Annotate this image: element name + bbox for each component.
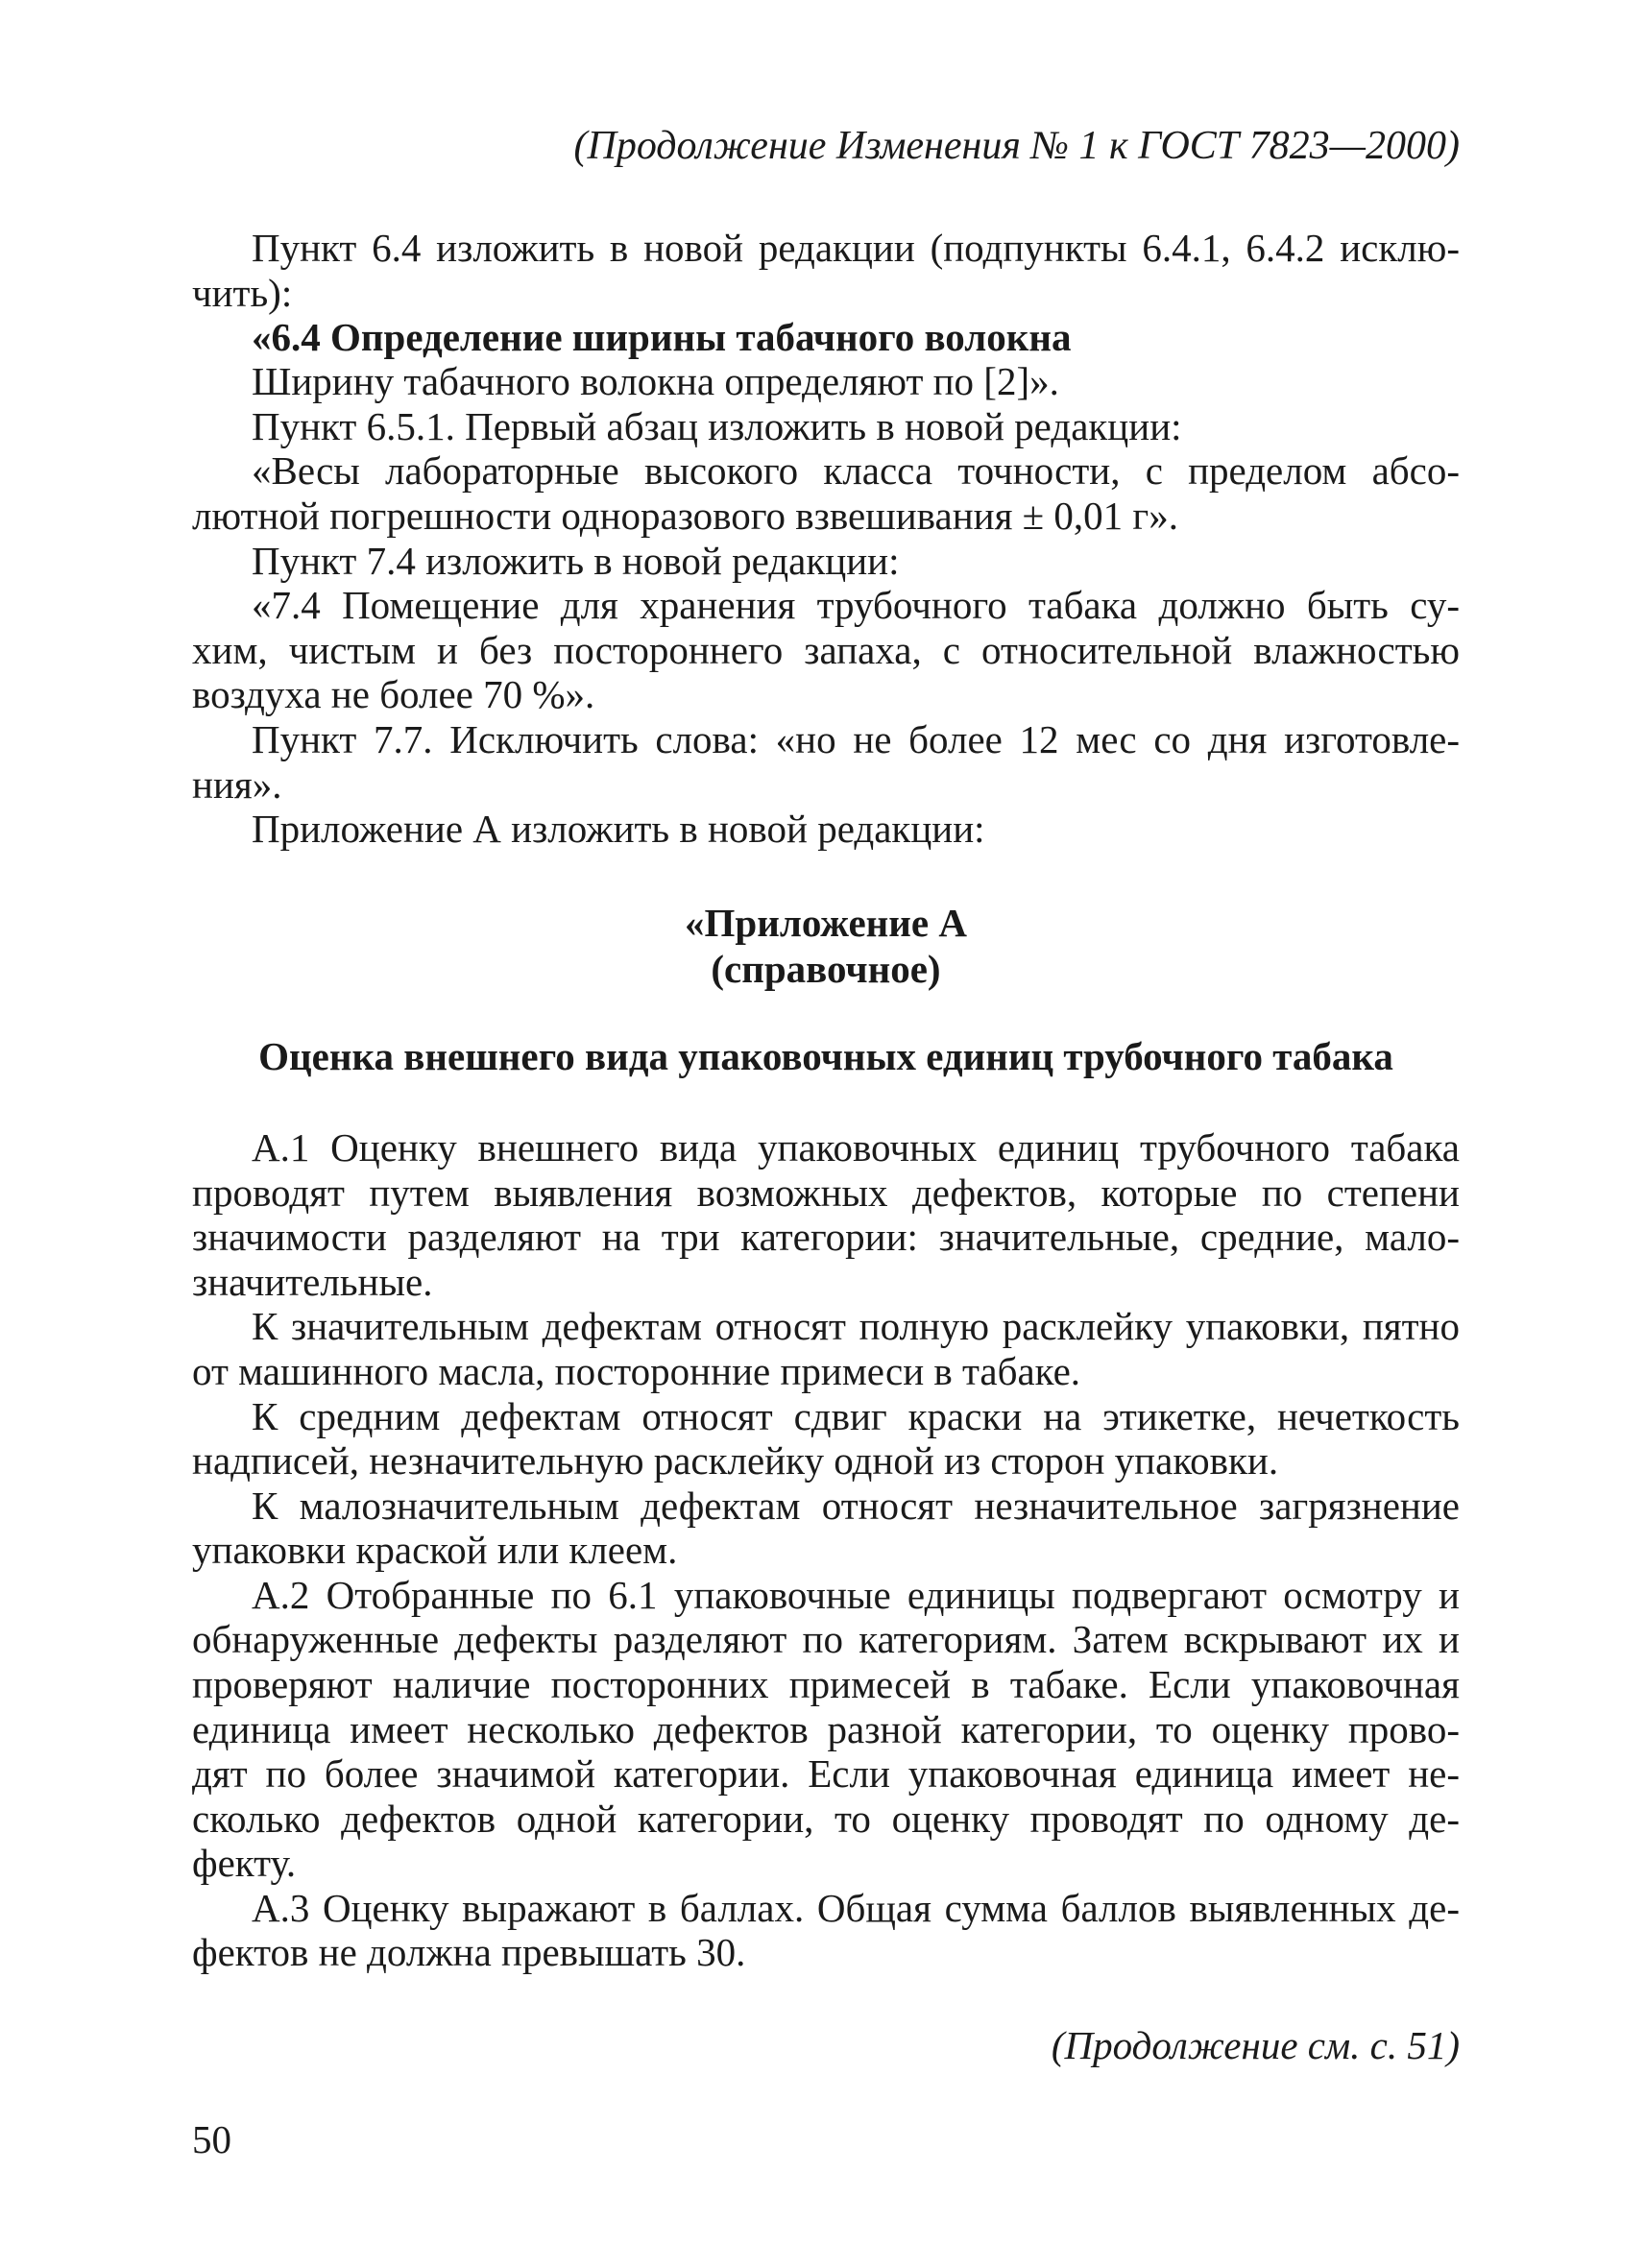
text-line: хим, чистым и без постороннего запаха, с относительной влажностью — [192, 628, 1460, 672]
text-line: Пункт 6.5.1. Первый абзац изложить в новой редакции: — [252, 404, 1182, 448]
text-line: проверяют наличие посторонних примесей в табаке. Если упаковочная — [192, 1662, 1460, 1706]
text-line-container — [252, 1394, 1460, 1438]
text-line: от машинного масла, посторонние примеси в табаке. — [192, 1349, 1081, 1393]
page-number: 50 — [192, 2117, 231, 2161]
text-line: К малозначительным дефектам относят незначительное загрязнение — [252, 1484, 1460, 1528]
appendix-title: «Приложение А — [685, 901, 967, 945]
text-line-container — [192, 1528, 677, 1572]
text-line-container — [192, 1707, 1460, 1751]
text-line: фекту. — [192, 1841, 297, 1885]
text-line-container — [252, 1886, 1460, 1930]
text-line-container — [252, 359, 1059, 403]
appendix-subtitle: (справочное) — [711, 947, 941, 991]
text-line-container — [252, 1304, 1460, 1348]
text-line-container — [252, 448, 1460, 493]
text-line: значимости разделяют на три категории: значительные, средние, мало- — [192, 1215, 1460, 1259]
text-line-container — [192, 628, 1460, 672]
text-line: фектов не должна превышать 30. — [192, 1930, 746, 1974]
text-line-container — [192, 1841, 296, 1885]
text-line-container — [192, 762, 282, 807]
text-line: К средним дефектам относят сдвиг краски на этикетке, нечеткость — [252, 1394, 1460, 1438]
text-line-container — [192, 1617, 1460, 1661]
text-line: обнаруженные дефекты разделяют по категориям. Затем вскрывают их и — [192, 1617, 1460, 1661]
text-line-container — [252, 717, 1460, 761]
text-line: воздуха не более 70 %». — [192, 672, 595, 716]
text-line: Пункт 6.4 изложить в новой редакции (подпункты 6.4.1, 6.4.2 исклю- — [252, 226, 1460, 270]
text-line: надписей, незначительную расклейку одной из сторон упаковки. — [192, 1438, 1279, 1483]
text-line: К значительным дефектам относят полную расклейку упаковки, пятно — [252, 1304, 1460, 1348]
amendment-item-6-4 — [252, 226, 1460, 270]
text-line: чить): — [192, 271, 293, 315]
text-line: Пункт 7.7. Исключить слова: «но не более 12 мес со дня изготовле- — [252, 717, 1460, 761]
text-line: А.2 Отобранные по 6.1 упаковочные единицы подвергают осмотру и — [252, 1573, 1460, 1617]
text-line-container — [192, 494, 1178, 538]
text-line: Пункт 7.4 изложить в новой редакции: — [252, 539, 900, 583]
text-line: лютной погрешности одноразового взвешивания ± 0,01 г». — [192, 494, 1179, 538]
text-line: Ширину табачного волокна определяют по [2]». — [252, 359, 1059, 403]
text-line-container — [252, 807, 985, 851]
text-line-container — [252, 539, 899, 583]
text-line: проводят путем выявления возможных дефектов, которые по степени — [192, 1170, 1460, 1215]
appendix-heading: Оценка внешнего вида упаковочных единиц трубочного табака — [258, 1034, 1393, 1078]
text-line-container — [192, 1215, 1460, 1259]
text-line-container — [192, 1438, 1278, 1483]
text-line-container — [252, 315, 1072, 359]
text-line-container — [252, 404, 1182, 448]
text-line-container — [252, 1484, 1460, 1528]
text-line-container — [252, 583, 1460, 627]
text-line: ния». — [192, 762, 282, 807]
text-line-container — [252, 1125, 1460, 1170]
text-line: дят по более значимой категории. Если упаковочная единица имеет не- — [192, 1751, 1460, 1796]
text-line-container — [192, 1170, 1460, 1215]
text-line: А.3 Оценку выражают в баллах. Общая сумма баллов выявленных де- — [252, 1886, 1460, 1930]
text-line-container — [192, 1930, 745, 1974]
text-line-container — [192, 1751, 1460, 1796]
text-line-container — [192, 1797, 1460, 1841]
text-line: «7.4 Помещение для хранения трубочного табака должно быть су- — [252, 583, 1460, 627]
appendix-heading-container — [192, 1034, 1460, 1078]
appendix-title-block — [192, 901, 1460, 991]
page-number-container — [192, 2117, 231, 2161]
text-line-container — [192, 1260, 432, 1304]
text-line: упаковки краской или клеем. — [192, 1528, 678, 1572]
text-line: Приложение А изложить в новой редакции: — [252, 807, 985, 851]
continuation-note: (Продолжение см. с. 51) — [1051, 2023, 1460, 2067]
text-line-container — [252, 1573, 1460, 1617]
text-line-container — [192, 1349, 1080, 1393]
running-header: (Продолжение Изменения № 1 к ГОСТ 7823—2000) — [573, 124, 1460, 168]
text-line-container — [192, 1662, 1460, 1706]
text-line: сколько дефектов одной категории, то оценку проводят по одному де- — [192, 1797, 1460, 1841]
text-line: единица имеет несколько дефектов разной категории, то оценку прово- — [192, 1707, 1460, 1751]
continuation-container — [1052, 2023, 1460, 2067]
clause-heading: «6.4 Определение ширины табачного волокна — [252, 315, 1072, 359]
text-line-container — [192, 672, 594, 716]
text-line-container — [192, 271, 1460, 315]
text-line: А.1 Оценку внешнего вида упаковочных единиц трубочного табака — [252, 1125, 1460, 1170]
text-line: «Весы лабораторные высокого класса точности, с пределом абсо- — [252, 448, 1460, 493]
text-line: значительные. — [192, 1260, 433, 1304]
